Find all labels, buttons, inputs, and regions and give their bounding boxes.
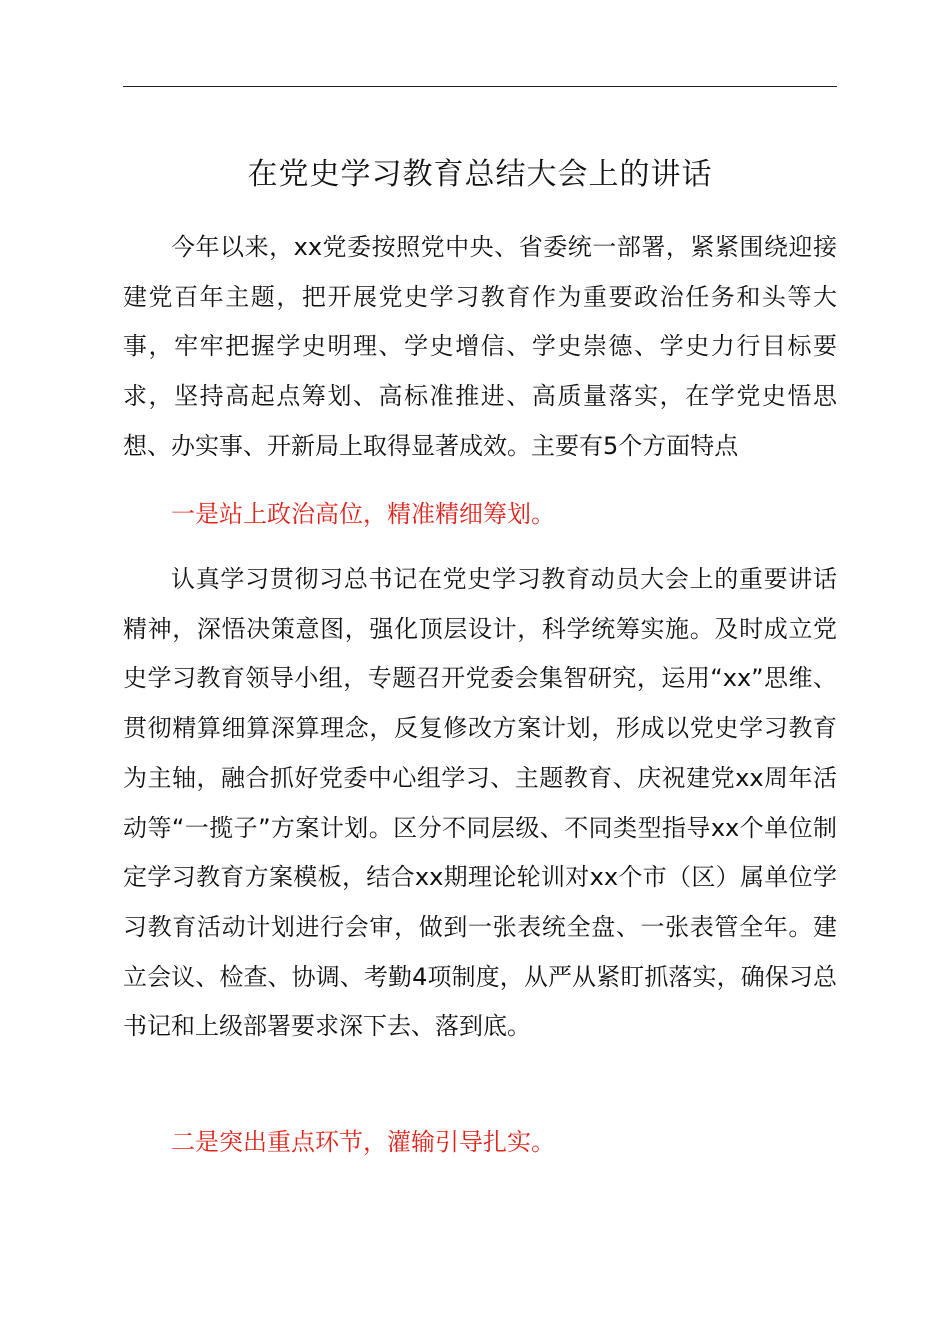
header-divider bbox=[123, 86, 837, 87]
section-heading-2: 二是突出重点环节，灌输引导扎实。 bbox=[171, 1128, 555, 1156]
paragraph-intro: 今年以来，xx党委按照党中央、省委统一部署，紧紧围绕迎接建党百年主题，把开展党史学习教育作为重要政治任务和头等大事，牢牢把握学史明理、学史增信、学史崇德、学史力行目标要求，坚持高起点筹划、高标准推进、高质量落实，在学党史悟思想、办实事、开新局上取得显著成效。主要有5个方面特点 bbox=[123, 233, 837, 460]
section-heading-1: 一是站上政治高位，精准精细筹划。 bbox=[171, 500, 555, 528]
paragraph-section-1: 认真学习贯彻习总书记在党史学习教育动员大会上的重要讲话精神，深悟决策意图，强化顶层设计，科学统筹实施。及时成立党史学习教育领导小组，专题召开党委会集智研究，运用“xx”思维、贯彻精算细算深算理念，反复修改方案计划，形成以党史学习教育为主轴，融合抓好党委中心组学习、主题教育、庆祝建党xx周年活动等“一揽子”方案计划。区分不同层级、不同类型指导xx个单位制定学习教育方案模板，结合xx期理论轮训对xx个市（区）属单位学习教育活动计划进行会审，做到一张表统全盘、一张表管全年。建立会议、检查、协调、考勤4项制度，从严从紧盯抓落实，确保习总书记和上级部署要求深下去、落到底。 bbox=[123, 565, 837, 1041]
document-title: 在党史学习教育总结大会上的讲话 bbox=[247, 157, 713, 192]
